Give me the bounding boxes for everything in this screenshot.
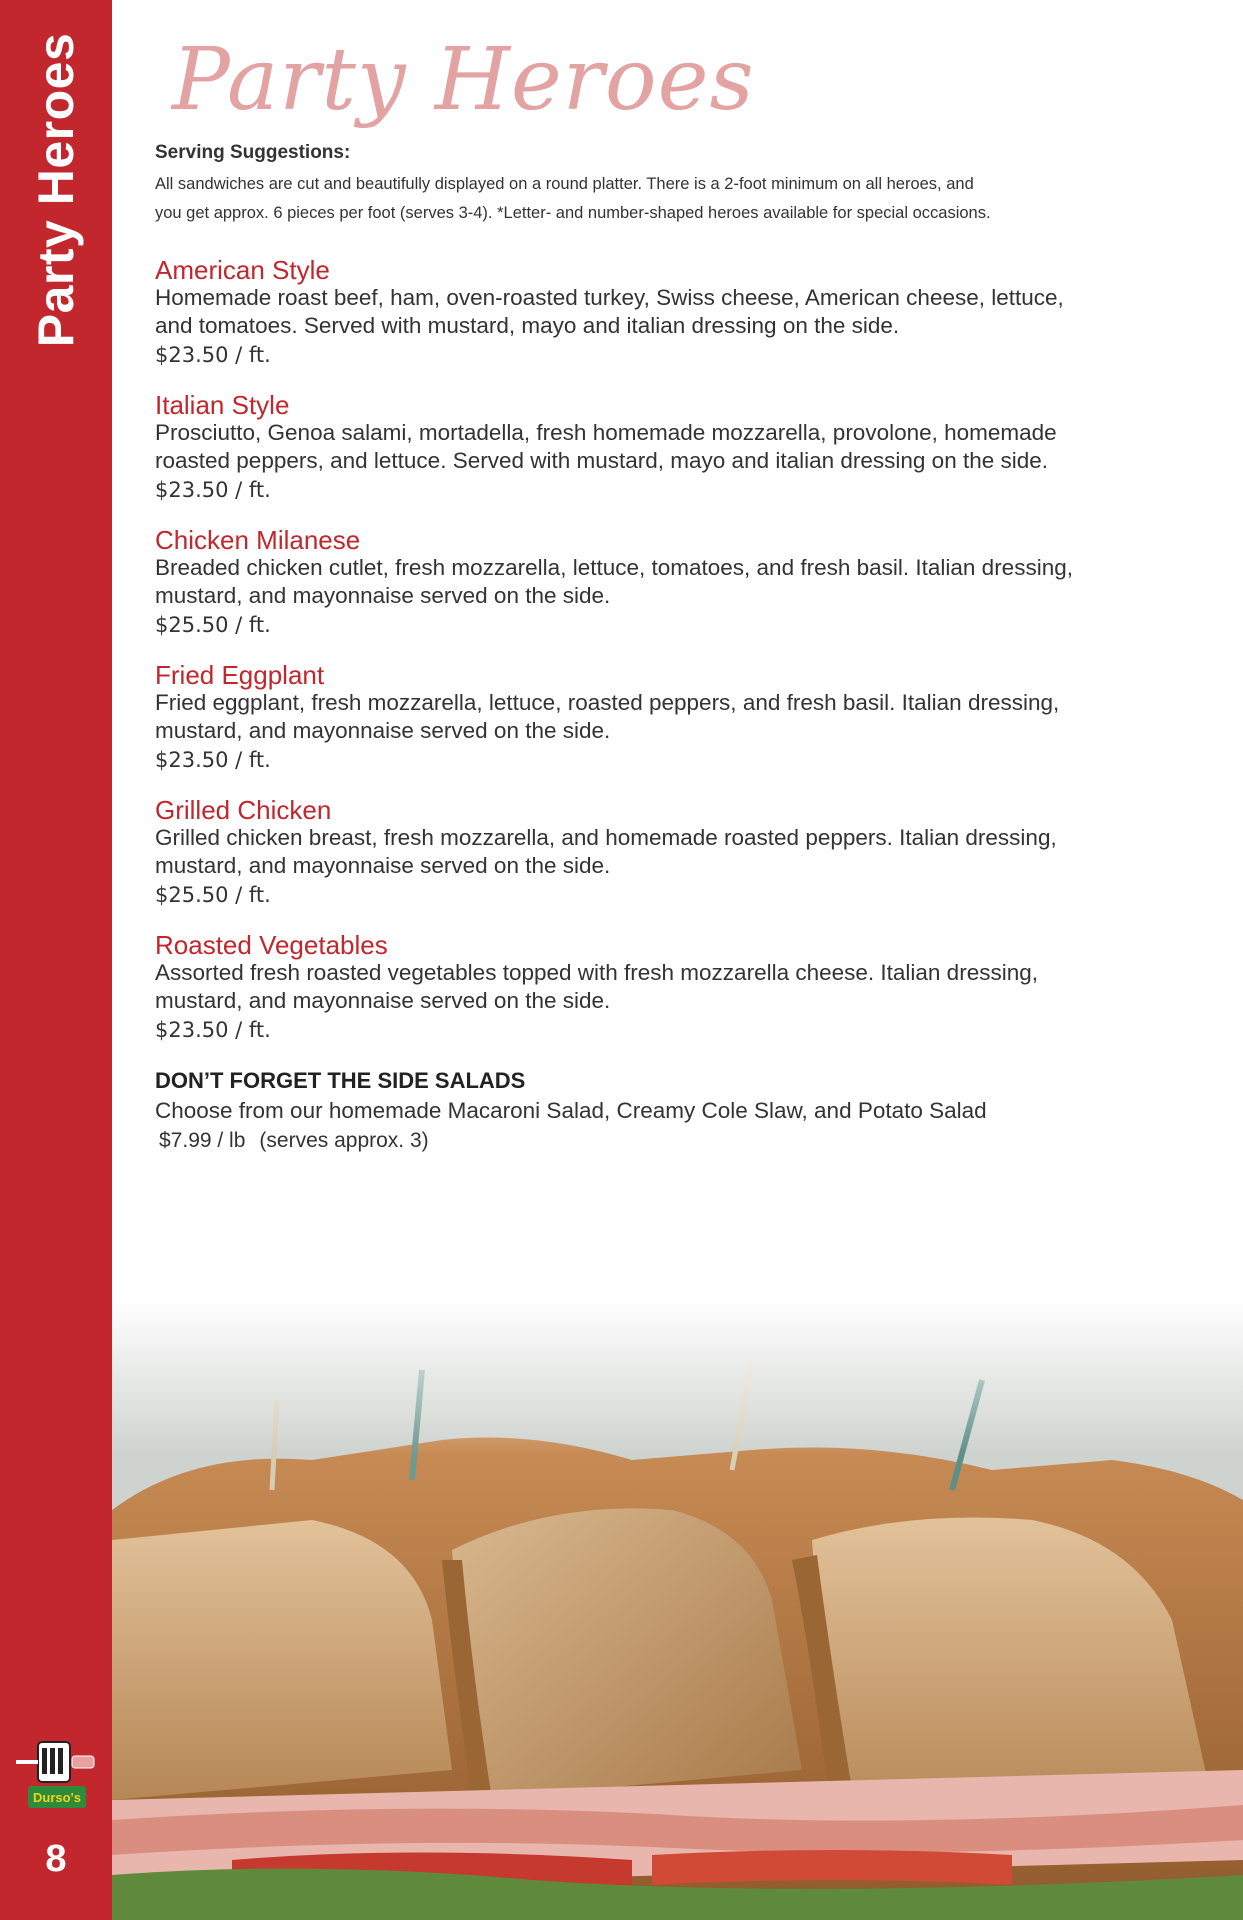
item-name: Roasted Vegetables [155, 930, 388, 960]
item-price: $23.50 / ft. [155, 343, 271, 367]
item-name: American Style [155, 255, 330, 285]
logo-graphic [14, 1738, 100, 1816]
item-desc-1: Grilled chicken breast, fresh mozzarella, and homemade roasted peppers. Italian dressing, [155, 825, 1057, 850]
item-desc-2: roasted peppers, and lettuce. Served with mustard, mayo and italian dressing on the side. [155, 448, 1049, 473]
item-desc-2: mustard, and mayonnaise served on the side. [155, 988, 611, 1013]
menu-item [155, 526, 1195, 640]
side-salads-desc: Choose from our homemade Macaroni Salad, Creamy Cole Slaw, and Potato Salad [155, 1098, 987, 1123]
page-number: 8 [45, 1838, 67, 1880]
menu-items [155, 256, 1195, 1045]
serving-text [155, 170, 1195, 228]
item-desc-1: Homemade roast beef, ham, oven-roasted turkey, Swiss cheese, American cheese, lettuce, [155, 285, 1064, 310]
item-name: Fried Eggplant [155, 660, 325, 690]
item-desc-1: Breaded chicken cutlet, fresh mozzarella, lettuce, tomatoes, and fresh basil. Italian dressing, [155, 555, 1073, 580]
sidebar-title: Party Heroes [28, 32, 84, 348]
item-desc-2: mustard, and mayonnaise served on the side. [155, 853, 611, 878]
item-price: $25.50 / ft. [155, 883, 271, 907]
item-desc-1: Assorted fresh roasted vegetables topped with fresh mozzarella cheese. Italian dressing, [155, 960, 1038, 985]
menu-item [155, 256, 1195, 370]
side-salads-note: (serves approx. 3) [259, 1129, 429, 1152]
menu-content [155, 142, 1195, 1156]
item-name: Chicken Milanese [155, 525, 361, 555]
serving-line-1: All sandwiches are cut and beautifully displayed on a round platter. There is a 2-foot minimum on all heroes, and [155, 175, 974, 193]
item-desc-2: and tomatoes. Served with mustard, mayo and italian dressing on the side. [155, 313, 900, 338]
item-name: Grilled Chicken [155, 795, 332, 825]
side-salads-price-line [155, 1126, 1195, 1156]
item-price: $25.50 / ft. [155, 613, 271, 637]
menu-item [155, 931, 1195, 1045]
page-title: Party Heroes [172, 30, 755, 130]
serving-line-2: you get approx. 6 pieces per foot (serves 3-4). *Letter- and number-shaped heroes available for special occasions. [155, 204, 991, 222]
item-desc-1: Prosciutto, Genoa salami, mortadella, fresh homemade mozzarella, provolone, homemade [155, 420, 1057, 445]
item-price: $23.50 / ft. [155, 478, 271, 502]
serving-heading: Serving Suggestions: [155, 142, 351, 163]
item-price: $23.50 / ft. [155, 1018, 271, 1042]
side-salads-price: $7.99 / lb [159, 1129, 246, 1152]
logo-text: Durso's [33, 1790, 81, 1805]
sidebar [0, 0, 112, 1920]
item-desc-2: mustard, and mayonnaise served on the side. [155, 718, 611, 743]
brand-logo [14, 1738, 100, 1816]
menu-item [155, 661, 1195, 775]
item-price: $23.50 / ft. [155, 748, 271, 772]
menu-item [155, 391, 1195, 505]
sandwich-photo [112, 1300, 1243, 1920]
menu-item [155, 796, 1195, 910]
item-desc-2: mustard, and mayonnaise served on the side. [155, 583, 611, 608]
item-name: Italian Style [155, 390, 290, 420]
item-desc-1: Fried eggplant, fresh mozzarella, lettuce, roasted peppers, and fresh basil. Italian dressing, [155, 690, 1060, 715]
side-salads-heading: DON’T FORGET THE SIDE SALADS [155, 1068, 526, 1093]
